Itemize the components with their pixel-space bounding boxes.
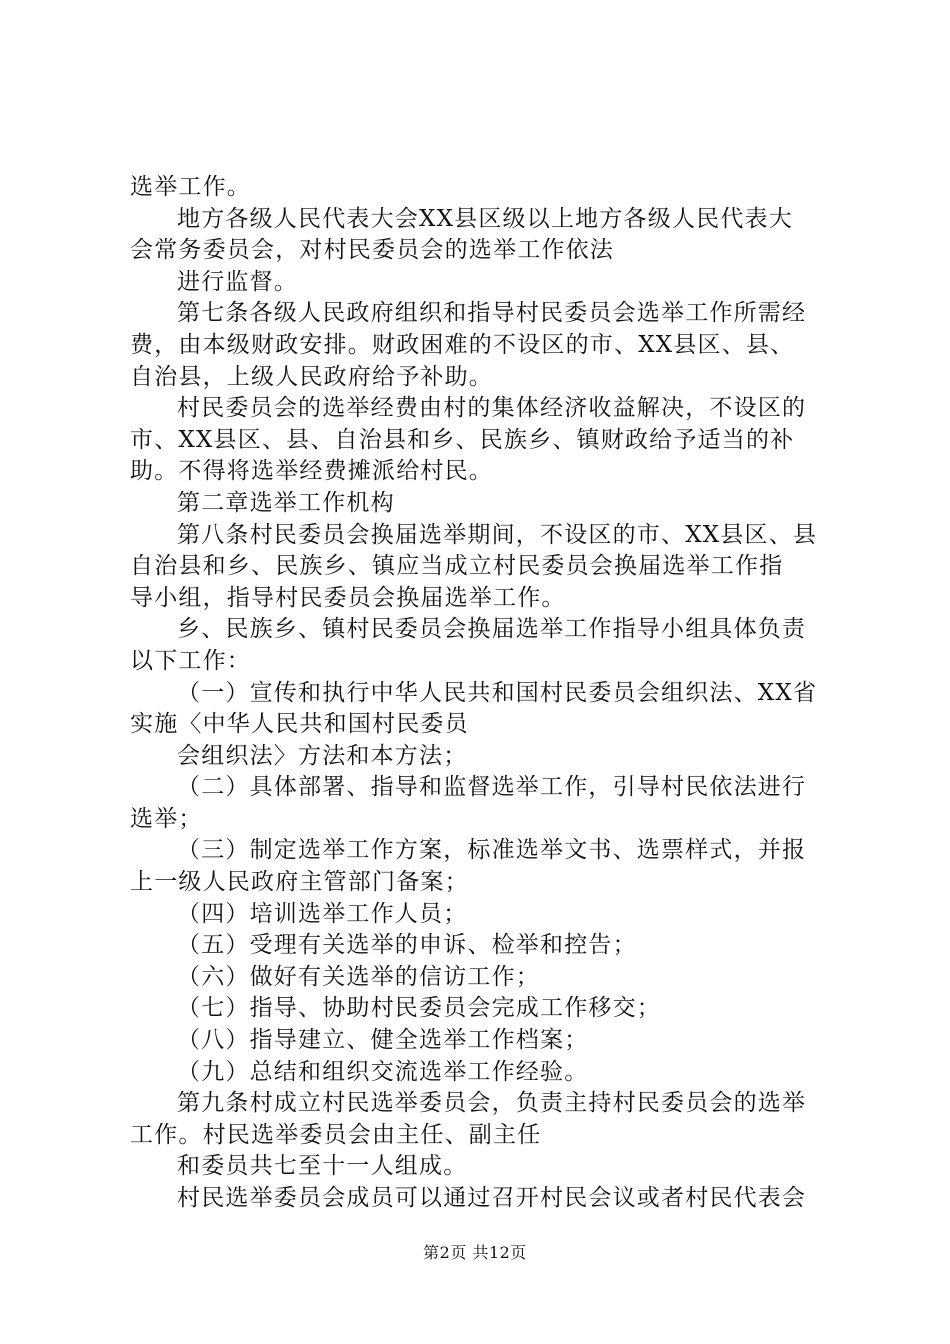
text-line: （一）宣传和执行中华人民共和国村民委员会组织法、XX省 xyxy=(177,679,818,706)
text-line: 实施〈中华人民共和国村民委员 xyxy=(130,711,469,738)
text-line: 第八条村民委员会换届选举期间，不设区的市、XX县区、县 xyxy=(177,521,818,548)
text-line: 进行监督。 xyxy=(177,268,298,295)
text-line: 乡、民族乡、镇村民委员会换届选举工作指导小组具体负责 xyxy=(177,616,807,643)
text-line: 第二章选举工作机构 xyxy=(177,489,395,516)
text-line: 助。不得将选举经费摊派给村民。 xyxy=(130,458,493,485)
text-line: （四）培训选举工作人员； xyxy=(177,900,468,927)
text-line: 第七条各级人民政府组织和指导村民委员会选举工作所需经 xyxy=(177,300,807,327)
page-footer xyxy=(0,1243,950,1263)
text-line: 选举工作。 xyxy=(130,174,251,200)
page-number: 第2页 共12页 xyxy=(423,1243,527,1262)
text-line: 上一级人民政府主管部门备案； xyxy=(130,869,469,896)
text-line: （三）制定选举工作方案，标准选举文书、选票样式，并报 xyxy=(177,837,807,864)
text-line: 地方各级人民代表大会XX县区级以上地方各级人民代表大 xyxy=(177,205,793,232)
text-line: 和委员共七至十一人组成。 xyxy=(177,1153,468,1180)
text-line: 村民委员会的选举经费由村的集体经济收益解决，不设区的 xyxy=(177,395,807,422)
document-body xyxy=(130,172,840,1215)
text-line: 会组织法〉方法和本方法； xyxy=(177,742,468,769)
text-line: （五）受理有关选举的申诉、检举和控告； xyxy=(177,932,637,959)
text-line: 工作。村民选举委员会由主任、副主任 xyxy=(130,1121,542,1148)
text-line: 村民选举委员会成员可以通过召开村民会议或者村民代表会 xyxy=(177,1185,807,1211)
text-line: 第九条村成立村民选举委员会，负责主持村民委员会的选举 xyxy=(177,1090,807,1117)
text-line: 选举； xyxy=(130,805,203,832)
text-line: （二）具体部署、指导和监督选举工作，引导村民依法进行 xyxy=(177,774,807,801)
text-line: 自治县和乡、民族乡、镇应当成立村民委员会换届选举工作指 xyxy=(130,553,784,580)
text-line: 以下工作： xyxy=(130,647,251,674)
text-line: 自治县，上级人民政府给予补助。 xyxy=(130,363,493,390)
text-line: （七）指导、协助村民委员会完成工作移交； xyxy=(177,995,661,1022)
text-line: 费，由本级财政安排。财政困难的不设区的市、XX县区、县、 xyxy=(130,331,795,358)
text-line: 市、XX县区、县、自治县和乡、民族乡、镇财政给予适当的补 xyxy=(130,426,795,453)
text-line: 会常务委员会，对村民委员会的选举工作依法 xyxy=(130,237,614,264)
text-line: 导小组，指导村民委员会换届选举工作。 xyxy=(130,584,566,611)
text-line: （六）做好有关选举的信访工作； xyxy=(177,963,540,990)
text-line: （九）总结和组织交流选举工作经验。 xyxy=(177,1058,589,1085)
text-line: （八）指导建立、健全选举工作档案； xyxy=(177,1027,589,1054)
